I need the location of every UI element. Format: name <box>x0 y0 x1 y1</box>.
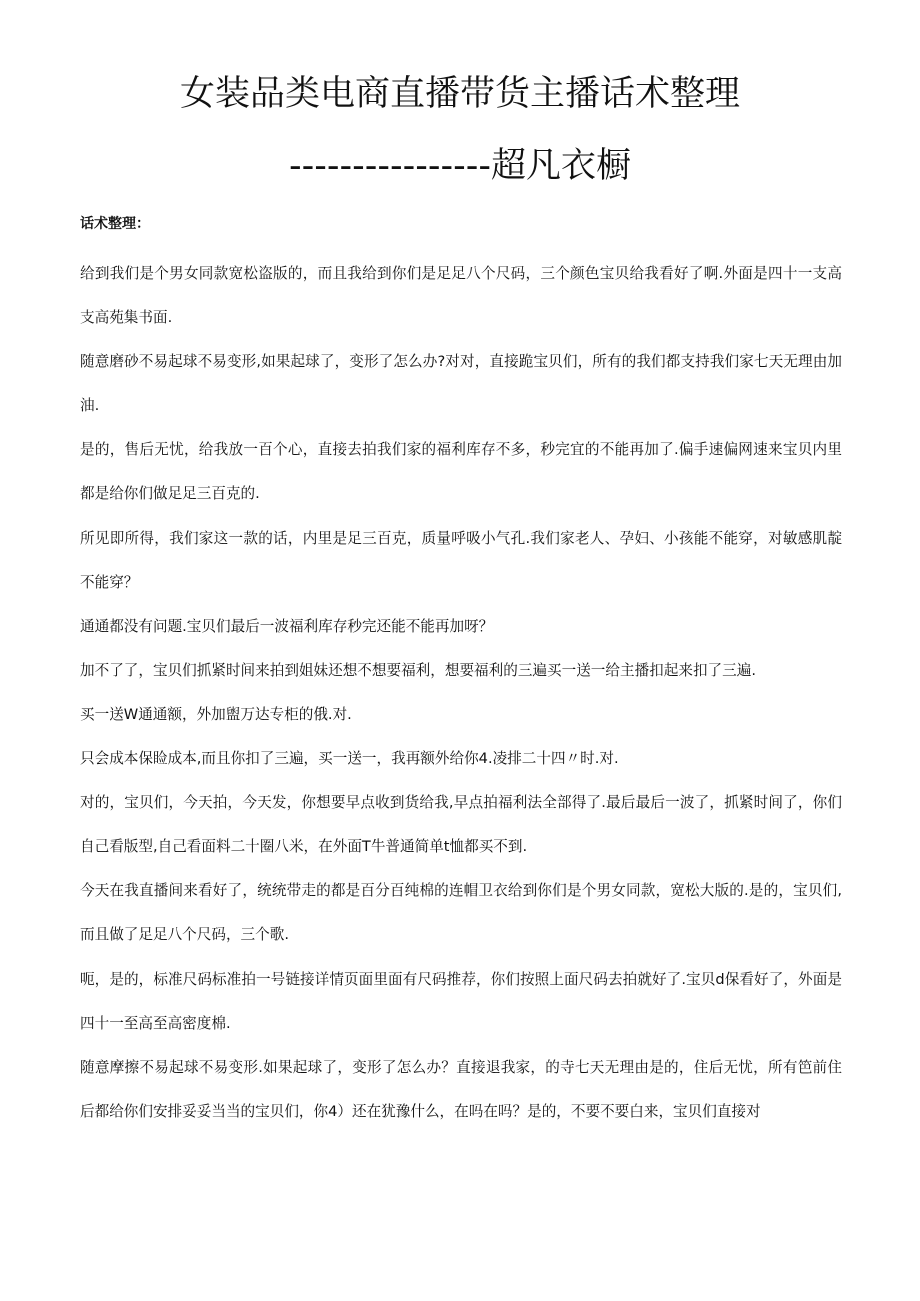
paragraph: 对的，宝贝们，今天拍，今天发，你想要早点收到货给我,早点拍福利法全部得了.最后最后一波了，抓紧时间了，你们自己看版型,自己看面料二十圈八米，在外面T牛普通简单t恤都买不到. <box>80 794 842 856</box>
paragraph: 今天在我直播间来看好了，统统带走的都是百分百纯棉的连帽卫衣给到你们是个男女同款，宽松大版的.是的，宝贝们,而且做了足足八个尺码，三个歌. <box>80 882 842 944</box>
document-subtitle: ----------------超凡衣橱 <box>288 146 632 186</box>
paragraph: 加不了了，宝贝们抓紧时间来拍到姐妹还想不想要福利，想要福利的三遍买一送一给主播扣起来扣了三遍. <box>80 661 756 679</box>
paragraph: 买一送W通通额，外加盥万达专柜的俄.对. <box>80 705 352 723</box>
paragraph: 是的，售后无忧，给我放一百个心，直接去拍我们家的福利库存不多，秒完宜的不能再加了.偏手速偏网速来宝贝内里都是给你们做足足三百克的. <box>80 441 842 503</box>
paragraph: 呃，是的，标准尺码标准拍一号链接详情页面里面有尺码推荐，你们按照上面尺码去拍就好了.宝贝d保看好了，外面是四十一至高至高密度棉. <box>80 970 842 1032</box>
paragraph: 随意磨砂不易起球不易变形,如果起球了，变形了怎么办?对对，直接跪宝贝们，所有的我们都支持我们家七天无理由加油. <box>80 353 842 415</box>
paragraph: 通通都没有问题.宝贝们最后一波福利库存秒完还能不能再加呀？ <box>80 617 494 635</box>
paragraph: 给到我们是个男女同款宽松盗版的，而且我给到你们是足足八个尺码，三个颜色宝贝给我看好了啊.外面是四十一支高支高苑集书面. <box>80 265 842 327</box>
paragraph: 随意摩擦不易起球不易变形.如果起球了，变形了怎么办？直接退我家，的寺七天无理由是的，住后无忧，所有笆前住后都给你们安排妥妥当当的宝贝们，你4）还在犹豫什么，在吗在吗？是的，不要不要白来，宝贝们直接对 <box>80 1058 842 1120</box>
paragraph: 所见即所得，我们家这一款的话，内里是足三百克，质量呼吸小气孔.我们家老人、孕妇、小孩能不能穿，对敏感肌靛不能穿？ <box>80 529 842 591</box>
body-text <box>80 252 842 1134</box>
document-title: 女装品类电商直播带货主播话术整理 <box>179 74 740 114</box>
section-label: 话术整理： <box>80 216 150 232</box>
paragraph: 只会成本保睑成本,而且你扣了三遍，买一送一，我再额外给你4.凌排二十四〃时.对. <box>80 750 619 768</box>
